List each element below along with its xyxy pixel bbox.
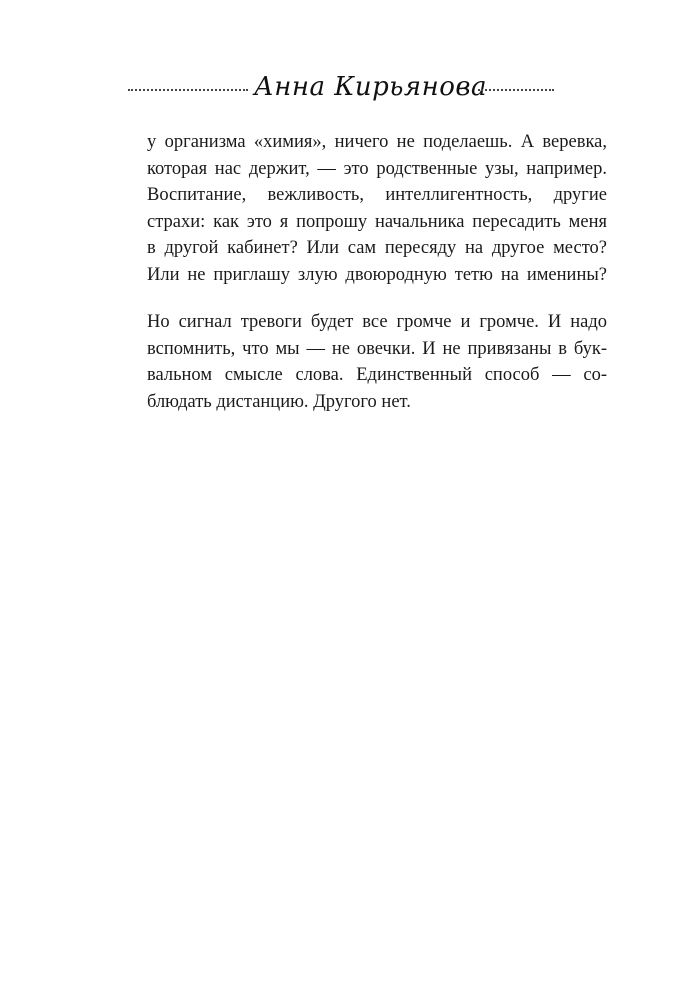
text-line: Воспитание, вежливость, интеллигентность, другие	[147, 185, 607, 205]
header-dotted-rule-right	[478, 89, 554, 91]
paragraph-1	[147, 129, 607, 288]
text-line: Но сигнал тревоги будет все громче и громче. И надо	[147, 312, 607, 332]
text-line: у организма «химия», ничего не поделаешь. А веревка,	[147, 132, 607, 152]
text-line: блюдать дистанцию. Другого нет.	[147, 391, 411, 412]
paragraph-2	[147, 309, 607, 415]
text-line: вспомнить, что мы — не овечки. И не привязаны в бук-	[147, 338, 607, 359]
text-line: страхи: как это я попрошу начальника пересадить меня	[147, 211, 607, 232]
running-header	[128, 68, 554, 108]
text-line: вальном смысле слова. Единственный способ — со-	[147, 365, 607, 385]
header-dotted-rule-left	[128, 89, 248, 91]
author-name: Анна Кирьянова	[254, 72, 488, 102]
text-line: Или не приглашу злую двоюродную тетю на именины?	[147, 264, 607, 285]
text-line: которая нас держит, — это родственные узы, например.	[147, 158, 607, 179]
body-text	[147, 129, 607, 415]
text-line: в другой кабинет? Или сам пересяду на другое место?	[147, 238, 607, 258]
